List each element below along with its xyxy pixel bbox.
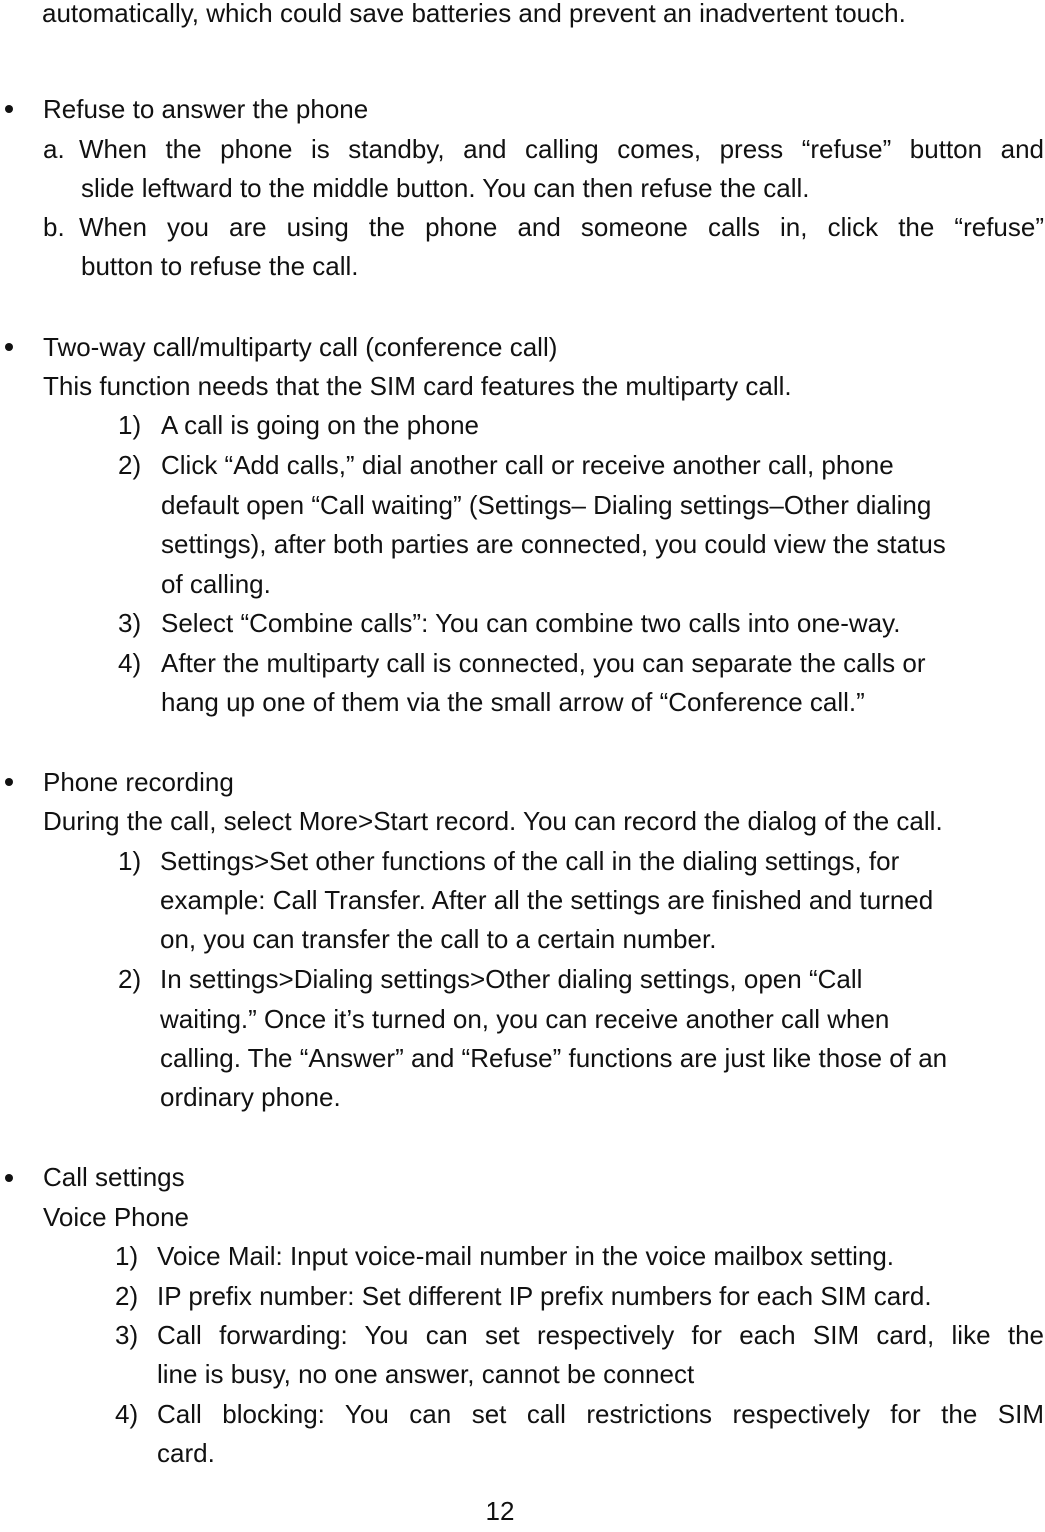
list-number: 1) [118, 410, 142, 440]
section-heading-refuse: Refuse to answer the phone [43, 94, 369, 124]
recording-item1-line3: on, you can transfer the call to a certain number. [160, 924, 717, 954]
recording-intro: During the call, select More>Start record. You can record the dialog of the call. [43, 806, 943, 836]
recording-item1-line1: Settings>Set other functions of the call in the dialing settings, for [160, 846, 900, 876]
intro-tail-text: automatically, which could save batteries and prevent an inadvertent touch. [42, 0, 906, 28]
twoway-item4-line2: hang up one of them via the small arrow of “Conference call.” [161, 687, 865, 717]
section-heading-twoway: Two-way call/multiparty call (conference call) [43, 332, 558, 362]
list-number: 4) [115, 1399, 139, 1429]
list-number: 1) [115, 1241, 139, 1271]
section-heading-callsettings: Call settings [43, 1162, 185, 1192]
callsettings-item3-line1: Call forwarding: You can set respectively for each SIM card, like the [157, 1320, 1044, 1350]
twoway-item3-line1: Select “Combine calls”: You can combine two calls into one-way. [161, 608, 901, 638]
list-number: 2) [118, 450, 142, 480]
recording-item2-line4: ordinary phone. [160, 1082, 341, 1112]
bullet-icon [5, 1174, 13, 1182]
refuse-a-line1: When the phone is standby, and calling comes, press “refuse” button and [79, 134, 1044, 164]
list-number: 1) [118, 846, 142, 876]
refuse-a-line2: slide leftward to the middle button. You can then refuse the call. [81, 173, 810, 203]
callsettings-item2-line1: IP prefix number: Set different IP prefix numbers for each SIM card. [157, 1281, 932, 1311]
list-number: 3) [115, 1320, 139, 1350]
recording-item2-line3: calling. The “Answer” and “Refuse” functions are just like those of an [160, 1043, 948, 1073]
bullet-icon [5, 778, 13, 786]
list-label-b: b. [43, 212, 65, 242]
callsettings-intro: Voice Phone [43, 1202, 190, 1232]
recording-item2-line1: In settings>Dialing settings>Other dialing settings, open “Call [160, 964, 863, 994]
bullet-icon [5, 105, 13, 113]
list-number: 2) [118, 964, 142, 994]
twoway-item2-line1: Click “Add calls,” dial another call or receive another call, phone [161, 450, 894, 480]
bullet-icon [5, 343, 13, 351]
callsettings-item4-line2: card. [157, 1438, 215, 1468]
callsettings-item1-line1: Voice Mail: Input voice-mail number in the voice mailbox setting. [157, 1241, 895, 1271]
page-number: 12 [485, 1496, 515, 1526]
twoway-item2-line4: of calling. [161, 569, 271, 599]
recording-item1-line2: example: Call Transfer. After all the settings are finished and turned [160, 885, 934, 915]
refuse-b-line2: button to refuse the call. [81, 251, 359, 281]
list-number: 4) [118, 648, 142, 678]
list-number: 2) [115, 1281, 139, 1311]
callsettings-item4-line1: Call blocking: You can set call restrictions respectively for the SIM [157, 1399, 1044, 1429]
list-number: 3) [118, 608, 142, 638]
twoway-item4-line1: After the multiparty call is connected, you can separate the calls or [161, 648, 926, 678]
section-heading-recording: Phone recording [43, 767, 234, 797]
twoway-item1-line1: A call is going on the phone [161, 410, 480, 440]
twoway-item2-line3: settings), after both parties are connected, you could view the status [161, 529, 946, 559]
refuse-b-line1: When you are using the phone and someone calls in, click the “refuse” [79, 212, 1044, 242]
callsettings-item3-line2: line is busy, no one answer, cannot be connect [157, 1359, 695, 1389]
twoway-intro: This function needs that the SIM card features the multiparty call. [43, 371, 792, 401]
list-label-a: a. [43, 134, 65, 164]
recording-item2-line2: waiting.” Once it’s turned on, you can receive another call when [160, 1004, 890, 1034]
twoway-item2-line2: default open “Call waiting” (Settings– Dialing settings–Other dialing [161, 490, 932, 520]
